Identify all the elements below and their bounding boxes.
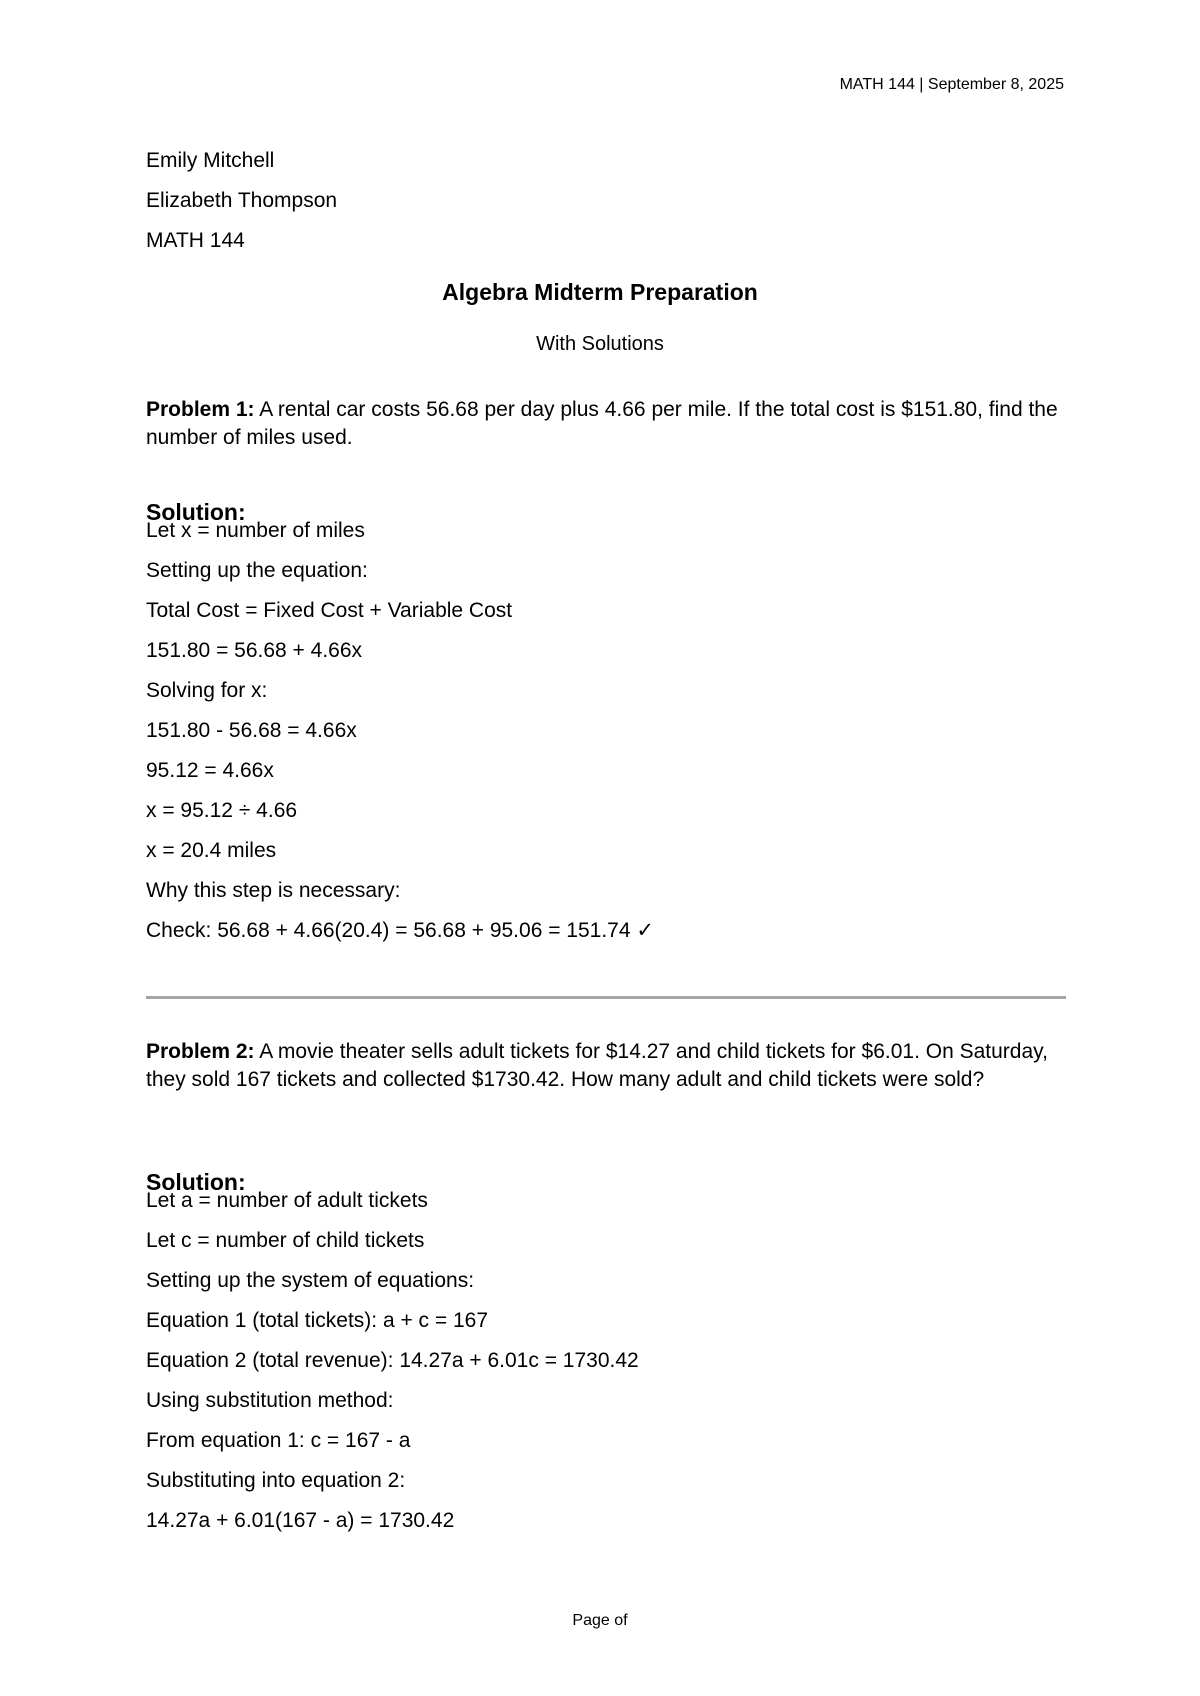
problem-1-check: Check: 56.68 + 4.66(20.4) = 56.68 + 95.06 = 151.74 ✓	[146, 919, 654, 942]
problem-1-solution-label: Solution:	[146, 499, 246, 525]
problem-2-step: Equation 2 (total revenue): 14.27a + 6.01c = 1730.42	[146, 1349, 639, 1372]
problem-1-label: Problem 1:	[146, 398, 255, 421]
course-name: MATH 144	[146, 229, 245, 252]
problem-2-step: Equation 1 (total tickets): a + c = 167	[146, 1309, 489, 1332]
student-name: Emily Mitchell	[146, 149, 275, 172]
problem-2-solution-label: Solution:	[146, 1169, 246, 1195]
problem-1-step: x = 95.12 ÷ 4.66	[146, 799, 298, 822]
problem-2-step: Setting up the system of equations:	[146, 1269, 475, 1292]
problem-1-step: Solving for x:	[146, 679, 268, 702]
problem-1-step: Setting up the equation:	[146, 559, 368, 582]
problem-2-statement	[146, 1038, 1066, 1094]
problem-2-label: Problem 2:	[146, 1040, 255, 1063]
problem-2-step: 14.27a + 6.01(167 - a) = 1730.42	[146, 1509, 455, 1532]
problem-2-step: Let c = number of child tickets	[146, 1229, 425, 1252]
document-title: Algebra Midterm Preparation	[442, 279, 758, 305]
problem-2-text: A movie theater sells adult tickets for $14.27 and child tickets for $6.01. On Saturday, they sold 167 tickets and collected $1730.42. How many adult and child tickets were sold?	[146, 1040, 1048, 1091]
problem-1-step: Let x = number of miles	[146, 519, 365, 542]
problem-2-step: From equation 1: c = 167 - a	[146, 1429, 411, 1452]
problem-1-step: 151.80 - 56.68 = 4.66x	[146, 719, 357, 742]
problem-1-step: 151.80 = 56.68 + 4.66x	[146, 639, 363, 662]
instructor-name: Elizabeth Thompson	[146, 189, 338, 212]
problem-1-text: A rental car costs 56.68 per day plus 4.66 per mile. If the total cost is $151.80, find the number of miles used.	[146, 398, 1058, 449]
problem-1-step: x = 20.4 miles	[146, 839, 277, 862]
problem-1-step: Why this step is necessary:	[146, 879, 401, 902]
page-footer: Page of	[572, 1612, 628, 1629]
problem-2-step: Let a = number of adult tickets	[146, 1189, 428, 1212]
page-header: MATH 144 | September 8, 2025	[839, 76, 1064, 93]
problem-2-step: Substituting into equation 2:	[146, 1469, 406, 1492]
section-divider	[146, 996, 1066, 999]
problem-1-statement	[146, 396, 1066, 452]
problem-2-step: Using substitution method:	[146, 1389, 394, 1412]
problem-1-step: 95.12 = 4.66x	[146, 759, 274, 782]
problem-1-step: Total Cost = Fixed Cost + Variable Cost	[146, 599, 513, 622]
document-subtitle: With Solutions	[536, 333, 664, 355]
